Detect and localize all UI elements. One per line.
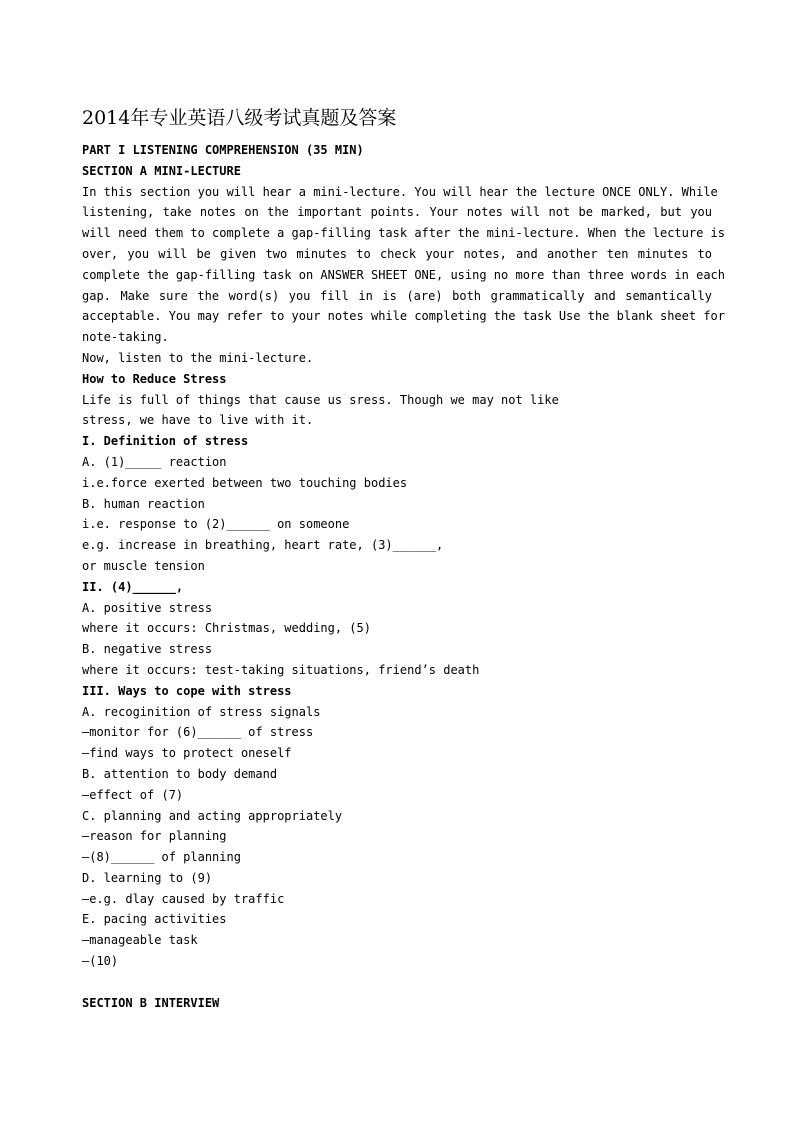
intro-line: stress, we have to live with it. — [82, 413, 314, 428]
outline-item: A. positive stress — [82, 600, 213, 615]
intro-line: Life is full of things that cause us sress. Though we may not like — [82, 392, 559, 407]
instructions-line: complete the gap-filling task on ANSWER SHEET ONE, using no more than three words in each — [82, 267, 725, 282]
outline-item: B. human reaction — [82, 496, 205, 511]
outline-item: —effect of (7) — [82, 787, 184, 802]
outline-item: where it occurs: Christmas, wedding, (5) — [82, 621, 371, 636]
blank-spacer — [82, 972, 712, 993]
lecture-outline — [82, 431, 712, 972]
listen-prompt: Now, listen to the mini-lecture. — [82, 350, 314, 365]
outline-item: —find ways to protect oneself — [82, 746, 292, 761]
page-title: 2014年专业英语八级考试真题及答案 — [82, 107, 397, 129]
instructions-line: acceptable. You may refer to your notes while completing the task Use the blank sheet for — [82, 309, 725, 324]
instructions-line: In this section you will hear a mini-lecture. You will hear the lecture ONCE ONLY. While — [82, 184, 718, 199]
instructions-line: over, you will be given two minutes to check your notes, and another ten minutes to — [82, 246, 712, 261]
outline-item: i.e. response to (2)______ on someone — [82, 517, 350, 532]
outline-item: B. negative stress — [82, 642, 213, 657]
part-heading: PART I LISTENING COMPREHENSION (35 MIN) — [82, 143, 364, 157]
outline-item: —e.g. dlay caused by traffic — [82, 891, 285, 906]
outline-item: —(8)______ of planning — [82, 850, 241, 865]
instructions-line: listening, take notes on the important points. Your notes will not be marked, but you — [82, 205, 712, 220]
instructions-line: note-taking. — [82, 330, 169, 345]
outline-item: A. (1)_____ reaction — [82, 454, 227, 469]
lecture-title: How to Reduce Stress — [82, 371, 227, 386]
instructions-paragraph — [82, 182, 725, 348]
outline-item: B. attention to body demand — [82, 766, 278, 781]
outline-item: e.g. increase in breathing, heart rate, (3)______, — [82, 538, 444, 553]
instructions-line: will need them to complete a gap-filling task after the mini-lecture. When the lecture is — [82, 226, 725, 241]
outline-item: D. learning to (9) — [82, 870, 213, 885]
outline-item: —manageable task — [82, 933, 198, 948]
section-a-heading: SECTION A MINI-LECTURE — [82, 163, 241, 178]
document-body — [82, 140, 725, 1013]
outline-heading: II. (4)______, — [82, 579, 184, 594]
outline-heading: III. Ways to cope with stress — [82, 683, 292, 698]
outline-item: where it occurs: test-taking situations, friend’s death — [82, 662, 480, 677]
outline-item: or muscle tension — [82, 558, 205, 573]
outline-item: —reason for planning — [82, 829, 227, 844]
outline-item: E. pacing activities — [82, 912, 227, 927]
instructions-line: gap. Make sure the word(s) you fill in is (are) both grammatically and semantically — [82, 288, 712, 303]
outline-item: —(10) — [82, 954, 119, 969]
outline-item: —monitor for (6)______ of stress — [82, 725, 314, 740]
section-b-heading: SECTION B INTERVIEW — [82, 995, 220, 1010]
outline-heading: I. Definition of stress — [82, 434, 249, 449]
outline-item: i.e.force exerted between two touching bodies — [82, 475, 408, 490]
outline-item: A. recoginition of stress signals — [82, 704, 321, 719]
outline-item: C. planning and acting appropriately — [82, 808, 343, 823]
